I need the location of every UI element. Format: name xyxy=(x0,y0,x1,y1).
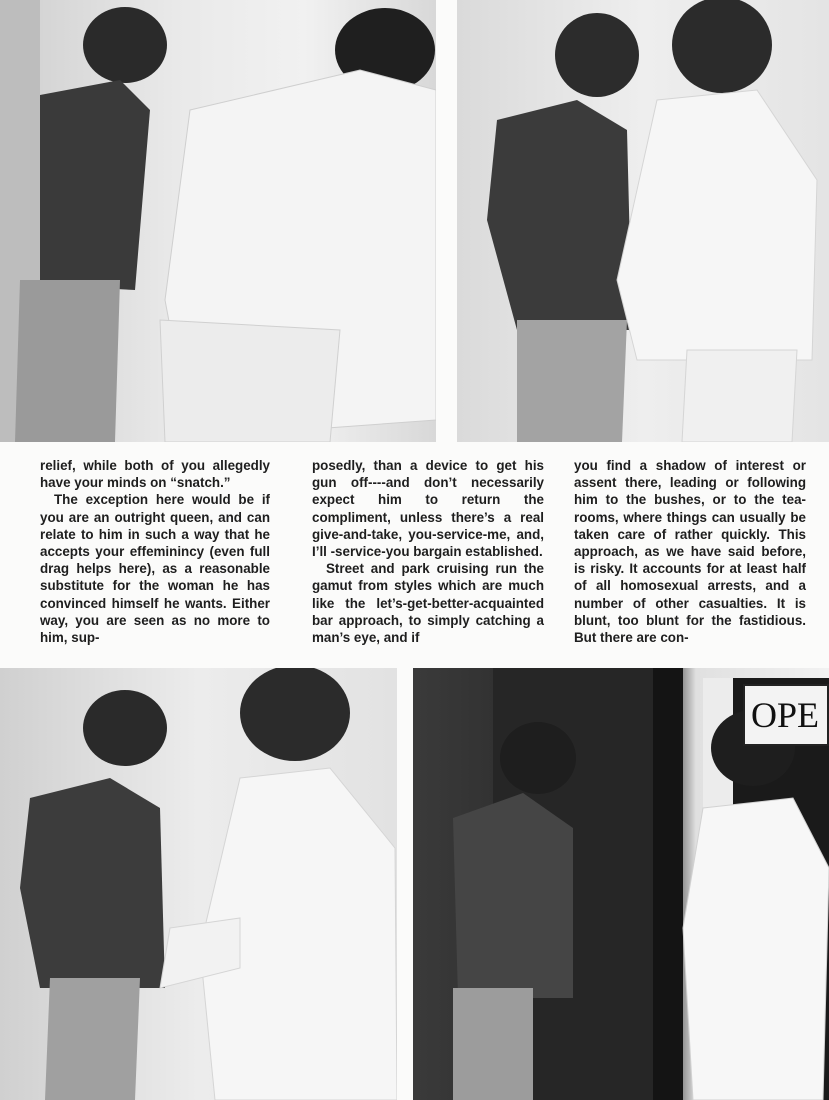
photo-bottom-left xyxy=(0,668,397,1100)
open-sign: OPE xyxy=(743,684,829,746)
article-column-3 xyxy=(574,457,806,646)
photo-top-left xyxy=(0,0,436,442)
article-paragraph: relief, while both of you allegedly have your minds on “snatch.” xyxy=(40,458,270,491)
article-column-2 xyxy=(312,457,544,646)
article-paragraph: Street and park cruising run the gamut from styles which are much like the let’s-get-better-acquainted bar approach, to simply catching a man’s eye, and if xyxy=(312,561,544,646)
photo-bottom-left-figures xyxy=(0,668,397,1100)
photo-top-right xyxy=(457,0,829,442)
photo-bottom-right xyxy=(413,668,829,1100)
article-paragraph: posedly, than a device to get his gun off----and don’t necessarily expect him to return the compliment, unless there’s a real give-and-take, you-service-me, and, I’ll -service-you bargain established. xyxy=(312,458,544,560)
photo-top-left-figures xyxy=(0,0,436,442)
article-paragraph: you find a shadow of interest or assent there, leading or following him to the bushes, or to the tea-rooms, where things can usually be taken care of rather quickly. This approach, as we have said before, is risky. It accounts for at least half of all homosexual arrests, and a number of other casualties. It is blunt, too blunt for the fastidious. But there are con- xyxy=(574,458,806,646)
photo-top-right-figures xyxy=(457,0,829,442)
article-column-1 xyxy=(40,457,270,646)
article-paragraph: The exception here would be if you are an outright queen, and can relate to him in such a way that he accepts your effeminincy (even full drag helps here), as a reasonable substitute for the woman he has convinced himself he wants. Either way, you are seen as no more to him, sup- xyxy=(40,492,270,646)
